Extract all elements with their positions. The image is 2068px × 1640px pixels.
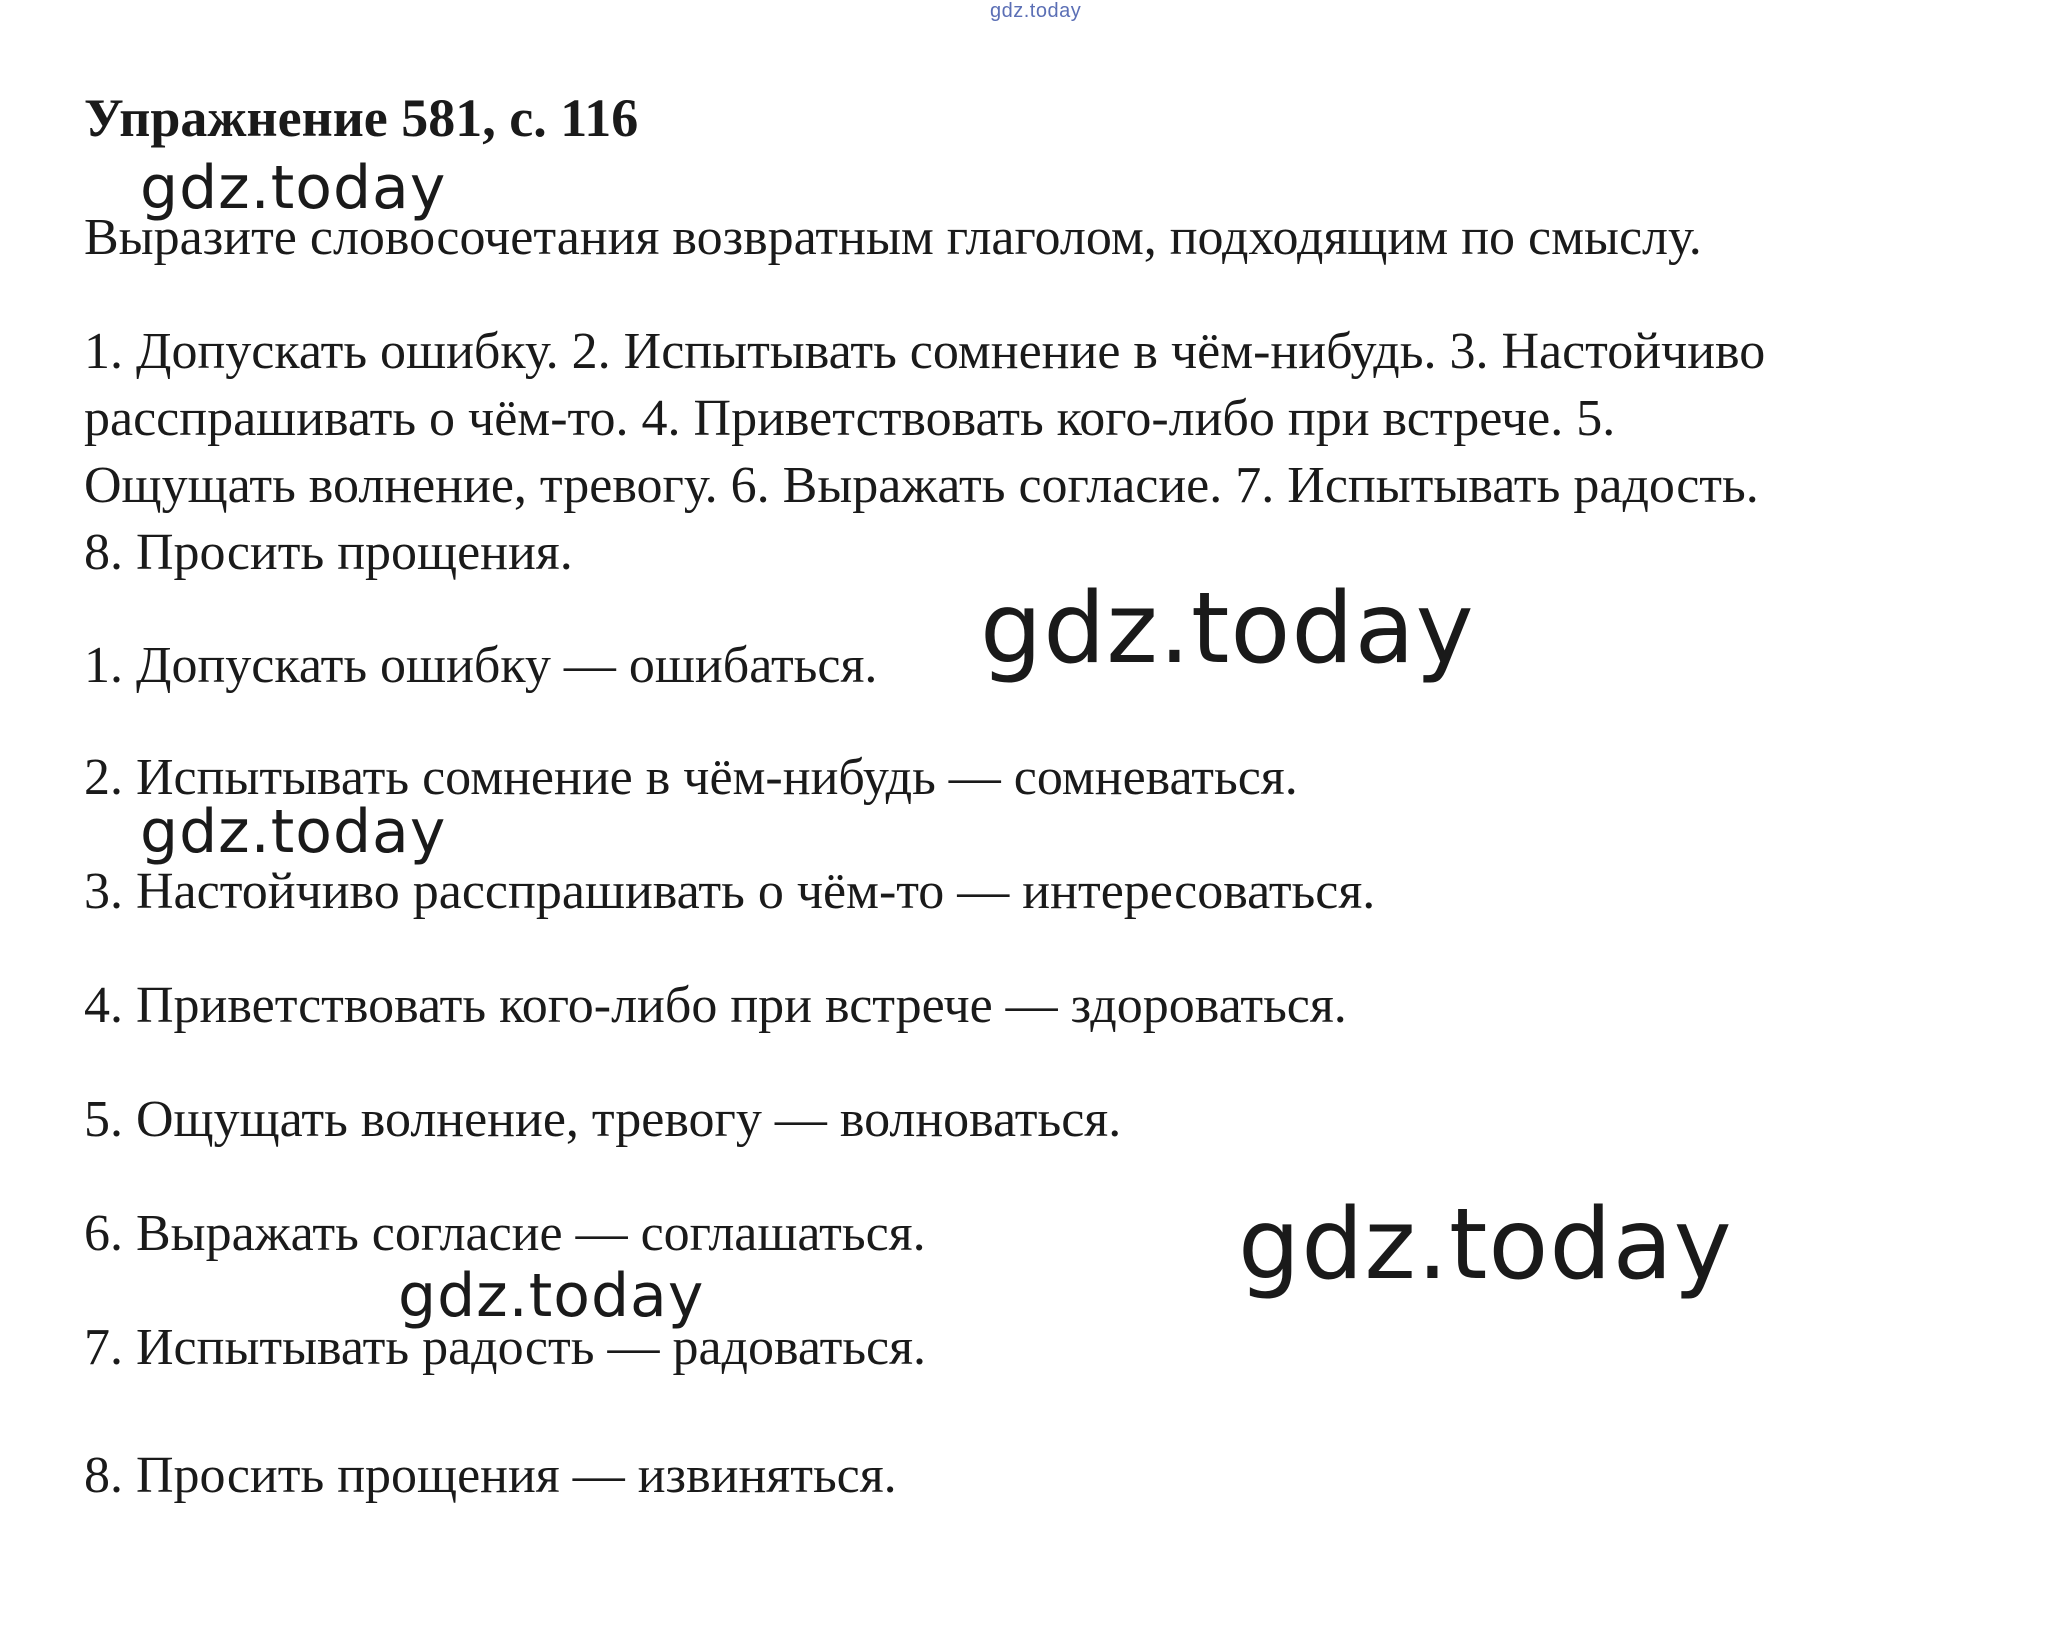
answer-line: 4. Приветствовать кого-либо при встрече — здороваться. [84, 977, 1347, 1034]
answer-line: 2. Испытывать сомнение в чём-нибудь — сомневаться. [84, 749, 1298, 806]
answer-line: 6. Выражать согласие — соглашаться. [84, 1205, 926, 1262]
watermark: gdz.today [140, 153, 447, 223]
answer-line: 5. Ощущать волнение, тревогу — волноваться. [84, 1091, 1122, 1148]
watermark: gdz.today [398, 1261, 705, 1331]
watermark: gdz.today [140, 797, 447, 867]
watermark: gdz.today [980, 572, 1475, 686]
exercise-line: Ощущать волнение, тревогу. 6. Выражать согласие. 7. Испытывать радость. [84, 457, 1759, 514]
watermark: gdz.today [1238, 1188, 1733, 1302]
exercise-line: 1. Допускать ошибку. 2. Испытывать сомнение в чём-нибудь. 3. Настойчиво [84, 323, 1766, 380]
answer-line: 7. Испытывать радость — радоваться. [84, 1319, 927, 1376]
answer-line: 3. Настойчиво расспрашивать о чём-то — интересоваться. [84, 863, 1376, 920]
exercise-title: Упражнение 581, с. 116 [84, 88, 639, 148]
exercise-line: расспрашивать о чём-то. 4. Приветствовать кого-либо при встрече. 5. [84, 390, 1616, 447]
task-instruction: Выразите словосочетания возвратным глаголом, подходящим по смыслу. [84, 209, 1702, 266]
answer-line: 1. Допускать ошибку — ошибаться. [84, 637, 878, 694]
top-watermark: gdz.today [990, 0, 1082, 22]
answer-line: 8. Просить прощения — извиняться. [84, 1447, 897, 1504]
exercise-text [84, 318, 2044, 586]
exercise-line: 8. Просить прощения. [84, 524, 573, 581]
